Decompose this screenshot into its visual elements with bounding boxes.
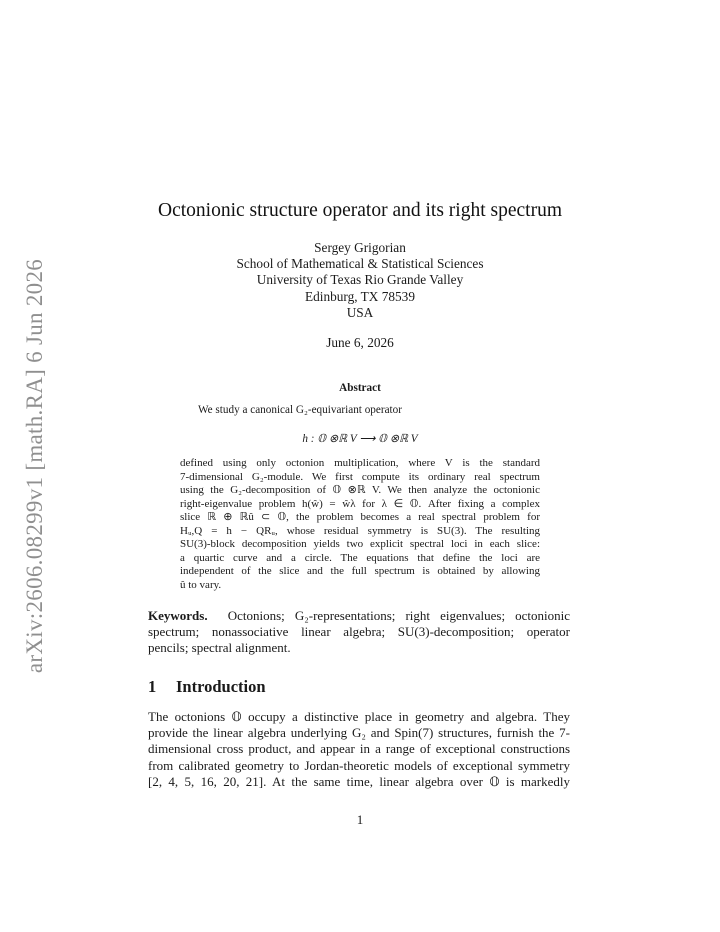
- affiliation-line: Edinburg, TX 78539: [305, 288, 415, 304]
- paper-date: June 6, 2026: [326, 335, 394, 350]
- keywords-line: [148, 608, 570, 624]
- abstract-first-line: We study a canonical G₂-equivariant operator: [198, 404, 402, 416]
- keywords-line: pencils; spectral alignment.: [148, 640, 291, 656]
- author-block: [0, 240, 720, 321]
- affiliation-line: USA: [346, 304, 374, 320]
- intro-line: The octonions 𝕆 occupy a distinctive place in geometry and algebra. They: [148, 709, 570, 724]
- abstract-line: using the G₂-decomposition of 𝕆 ⊗ℝ V. We then analyze the octonionic: [180, 484, 540, 496]
- abstract-body: [180, 457, 540, 592]
- abstract-line: right-eigenvalue problem h(ŵ) = ŵλ for λ ∈ 𝕆. After fixing a complex: [180, 497, 540, 510]
- keywords-line: spectrum; nonassociative linear algebra; SU(3)-decomposition; operator: [148, 624, 570, 640]
- intro-line: provide the linear algebra underlying G₂ and Spin(7) structures, furnish the 7-: [148, 725, 570, 741]
- abstract-line: 7-dimensional G₂-module. We first compute its ordinary real spectrum: [180, 470, 540, 483]
- abstract-line: û to vary.: [180, 578, 222, 591]
- introduction-paragraph: [148, 709, 570, 790]
- abstract-equation: h : 𝕆 ⊗ℝ V ⟶ 𝕆 ⊗ℝ V: [302, 433, 418, 445]
- arxiv-identifier-text: arXiv:2606.08299v1 [math.RA] 6 Jun 2026: [22, 258, 48, 674]
- section-number: 1: [148, 677, 157, 696]
- abstract-line: Hᵤ,Q = h − QRᵤ, whose residual symmetry is SU(3). The resulting: [180, 524, 540, 537]
- section-title: Introduction: [176, 677, 266, 696]
- keywords-label: Keywords.: [148, 608, 208, 623]
- intro-line: dimensional cross product, and appear in a range of exceptional constructions: [148, 741, 570, 757]
- abstract-line: a quartic curve and a circle. The equations that define the loci are: [180, 551, 540, 564]
- abstract-line: independent of the slice and the full spectrum is obtained by allowing: [180, 565, 540, 577]
- section-heading: [148, 677, 266, 697]
- paper-title: Octonionic structure operator and its right spectrum: [158, 200, 562, 221]
- abstract-line: slice ℝ ⊕ ℝû ⊂ 𝕆, the problem becomes a real spectral problem for: [180, 511, 540, 523]
- author-name: Sergey Grigorian: [314, 240, 406, 255]
- abstract-heading: Abstract: [339, 382, 381, 394]
- keywords-block: [148, 608, 570, 657]
- affiliation-line: School of Mathematical & Statistical Sciences: [236, 256, 484, 272]
- intro-line: from calibrated geometry to Jordan-theoretic models of exceptional symmetry: [148, 757, 570, 773]
- keywords-text: Octonions; G₂-representations; right eigenvalues; octonionic: [227, 608, 571, 623]
- abstract-line: SU(3)-block decomposition yields two explicit spectral loci in each slice:: [180, 538, 540, 550]
- abstract-line: defined using only octonion multiplication, where V is the standard: [180, 457, 540, 469]
- page-number: 1: [356, 812, 364, 827]
- affiliation-line: University of Texas Rio Grande Valley: [256, 272, 464, 288]
- intro-line: [2, 4, 5, 16, 20, 21]. At the same time, linear algebra over 𝕆 is markedly: [148, 773, 570, 789]
